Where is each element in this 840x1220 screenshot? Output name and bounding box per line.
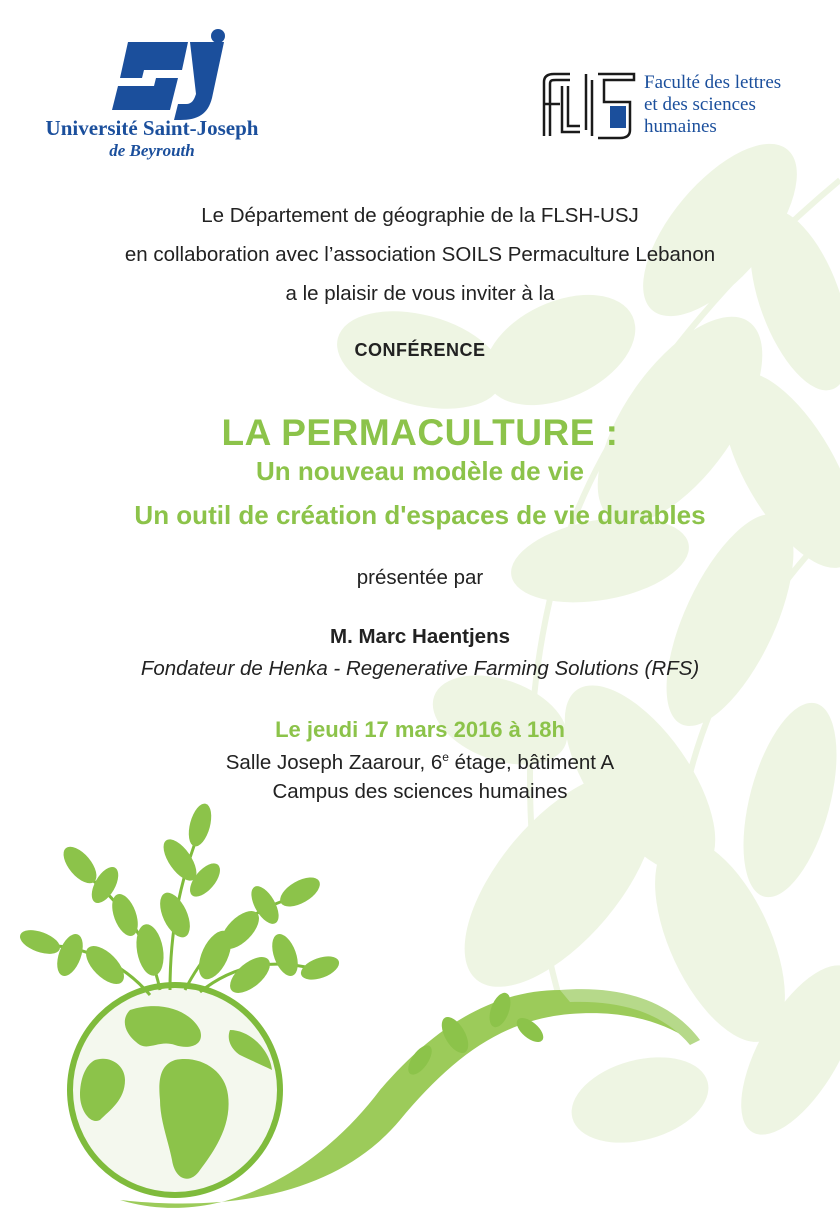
- event-date: Le jeudi 17 mars 2016 à 18h: [275, 717, 565, 742]
- usj-city: de Beyrouth: [109, 141, 195, 160]
- intro-line-2: en collaboration avec l’association SOILS Permaculture Lebanon: [124, 243, 716, 266]
- flsh-logo: [540, 70, 640, 142]
- speaker-role: Fondateur de Henka - Regenerative Farming Solutions (RFS): [140, 657, 700, 680]
- event-subtitle-2: Un outil de création d'espaces de vie durables: [134, 500, 706, 530]
- event-type: CONFÉRENCE: [354, 340, 486, 360]
- venue-text-pre: Salle Joseph Zaarour, 6: [225, 750, 443, 774]
- intro-line-1: Le Département de géographie de la FLSH-USJ: [201, 204, 639, 227]
- event-subtitle-1: Un nouveau modèle de vie: [256, 456, 584, 486]
- presented-by: présentée par: [356, 566, 484, 589]
- usj-name: Université Saint-Joseph: [45, 116, 259, 140]
- venue-superscript: e: [442, 750, 449, 764]
- flsh-name: [644, 72, 834, 138]
- flsh-name-line-2: et des sciences: [644, 94, 756, 115]
- flsh-name-line-3: humaines: [644, 116, 717, 137]
- speaker-name: M. Marc Haentjens: [330, 625, 510, 648]
- intro-line-3: a le plaisir de vous inviter à la: [285, 282, 555, 305]
- globe-with-plants-icon: [0, 800, 840, 1220]
- venue-text-post: étage, bâtiment A: [448, 750, 615, 774]
- event-venue: [0, 750, 840, 775]
- flsh-name-line-1: Faculté des lettres: [644, 72, 782, 93]
- event-title: LA PERMACULTURE :: [221, 412, 619, 453]
- event-campus: Campus des sciences humaines: [272, 780, 568, 803]
